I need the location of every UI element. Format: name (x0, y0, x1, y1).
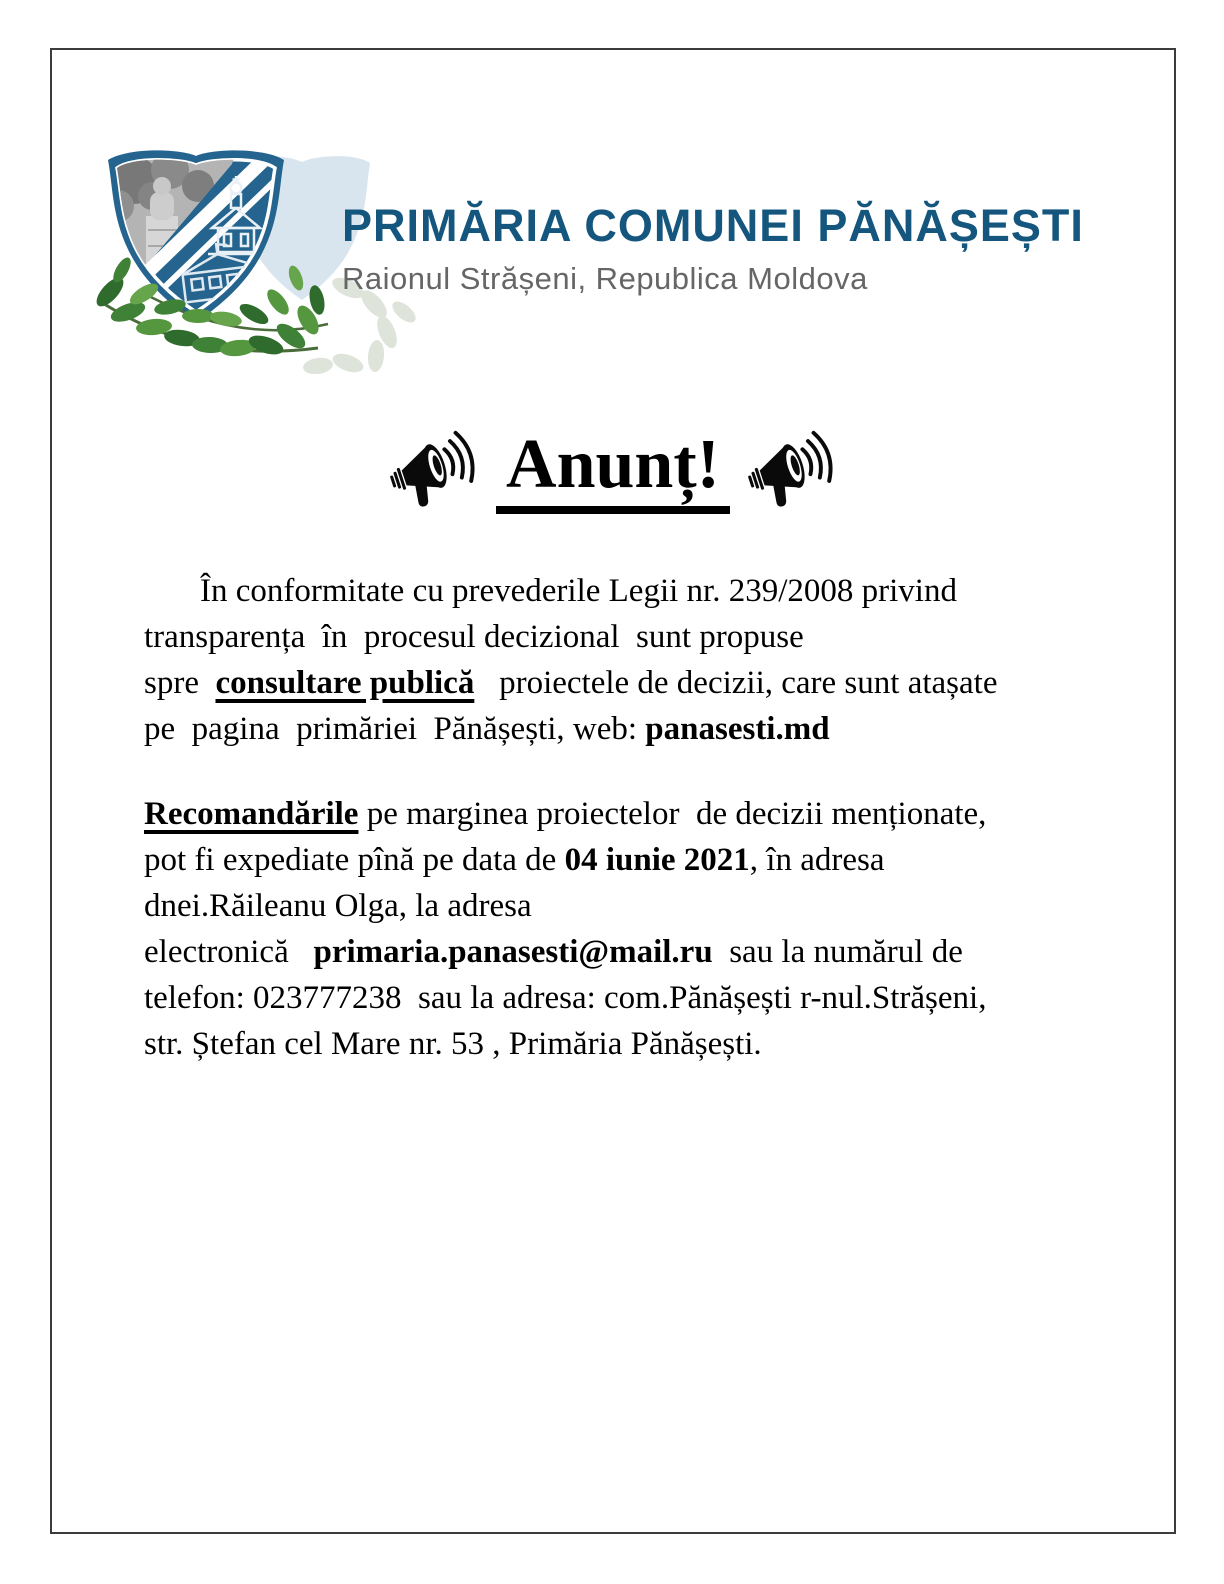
text-segment: pe pagina primăriei Pănășești, web: (144, 711, 646, 747)
document-page (50, 48, 1176, 1534)
text-segment: spre (144, 665, 216, 701)
organization-header (342, 200, 1084, 297)
text-segment: str. Ștefan cel Mare nr. 53 , Primăria Pănășești. (144, 1026, 762, 1062)
announcement-title-row (52, 428, 1174, 514)
text-segment: panasesti.md (645, 711, 830, 747)
text-line (144, 883, 1139, 929)
text-line (144, 660, 1139, 706)
paragraph (144, 568, 1139, 752)
text-segment: sau la numărul de (712, 934, 963, 970)
announcement-title: Anunț! (496, 428, 730, 514)
paragraph (144, 791, 1139, 1067)
text-segment: dnei.Răileanu Olga, la adresa (144, 888, 532, 924)
text-line (144, 1021, 1139, 1067)
text-segment: pe marginea proiectelor de decizii menționate, (358, 796, 987, 832)
text-segment: primaria.panasesti@mail.ru (313, 934, 713, 970)
text-segment: Recomandările (144, 796, 359, 832)
text-line (144, 568, 1139, 614)
announcement-body (144, 568, 1139, 1106)
text-segment: proiectele de decizii, care sunt atașate (474, 665, 998, 701)
text-line (144, 975, 1139, 1021)
text-segment: electronică (144, 934, 314, 970)
text-line (144, 614, 1139, 660)
text-line (144, 929, 1139, 975)
text-segment: , în adresa (749, 842, 885, 878)
text-line (144, 791, 1139, 837)
text-line (144, 706, 1139, 752)
text-segment: pot fi expediate pînă pe data de (144, 842, 565, 878)
text-segment: consultare publică (215, 665, 475, 701)
megaphone-icon (744, 430, 840, 512)
text-segment: În conformitate cu prevederile Legii nr. 239/2008 privind (200, 573, 957, 609)
text-line (144, 837, 1139, 883)
text-segment: telefon: 023777238 sau la adresa: com.Pănășești r-nul.Strășeni, (144, 980, 987, 1016)
organization-subtitle: Raionul Strășeni, Republica Moldova (342, 261, 868, 296)
text-segment: transparența în procesul decizional sunt propuse (144, 619, 804, 655)
organization-name: PRIMĂRIA COMUNEI PĂNĂȘEȘTI (342, 200, 1084, 251)
text-segment: 04 iunie 2021 (564, 842, 750, 878)
megaphone-icon (386, 430, 482, 512)
